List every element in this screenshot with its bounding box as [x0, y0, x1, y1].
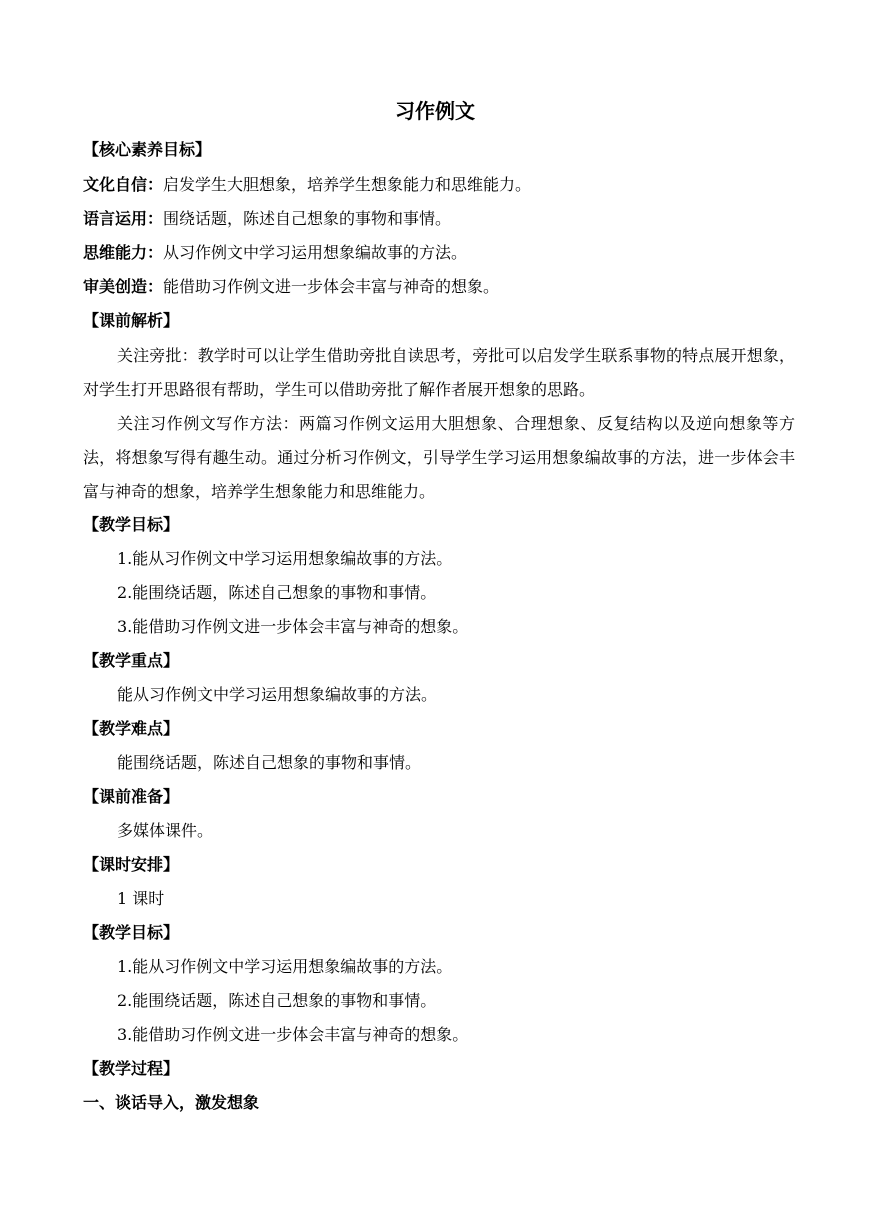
core-goal-item — [83, 243, 793, 263]
section-heading-teaching-goals: 【教学目标】 — [83, 923, 180, 942]
body-text: 1 课时 — [117, 889, 165, 908]
core-goal-text: 能借助习作例文进一步体会丰富与神奇的想象。 — [163, 277, 500, 296]
list-item: 2.能围绕话题，陈述自己想象的事物和事情。 — [117, 991, 437, 1010]
list-item: 2.能围绕话题，陈述自己想象的事物和事情。 — [117, 583, 437, 602]
section-heading-process: 【教学过程】 — [83, 1059, 180, 1078]
section-heading-schedule: 【课时安排】 — [83, 855, 180, 874]
section-heading-analysis: 【课前解析】 — [83, 311, 180, 330]
core-goal-label: 审美创造： — [83, 277, 164, 296]
section-heading-teaching-goals: 【教学目标】 — [83, 515, 180, 534]
list-item: 1.能从习作例文中学习运用想象编故事的方法。 — [117, 957, 453, 976]
list-item: 1.能从习作例文中学习运用想象编故事的方法。 — [117, 549, 453, 568]
core-goal-item — [83, 209, 793, 229]
body-text: 能围绕话题，陈述自己想象的事物和事情。 — [117, 753, 422, 772]
core-goal-item — [83, 175, 793, 195]
analysis-paragraph: 关注习作例文写作方法：两篇习作例文运用大胆想象、合理想象、反复结构以及逆向想象等方法，将想象写得有趣生动。通过分析习作例文，引导学生学习运用想象编故事的方法，进一步体会丰富与神奇的想象，培养学生想象能力和思维能力。 — [83, 414, 795, 501]
body-text: 多媒体课件。 — [117, 821, 214, 840]
analysis-paragraph: 关注旁批：教学时可以让学生借助旁批自读思考，旁批可以启发学生联系事物的特点展开想象，对学生打开思路很有帮助，学生可以借助旁批了解作者展开想象的思路。 — [83, 346, 795, 399]
core-goal-label: 思维能力： — [83, 243, 164, 262]
section-heading-difficulty: 【教学难点】 — [83, 719, 180, 738]
core-goal-label: 语言运用： — [83, 209, 164, 228]
core-goal-text: 围绕话题，陈述自己想象的事物和事情。 — [163, 209, 452, 228]
section-heading-preparation: 【课前准备】 — [83, 787, 180, 806]
body-text: 能从习作例文中学习运用想象编故事的方法。 — [117, 685, 438, 704]
core-goal-item — [83, 277, 793, 297]
list-item: 3.能借助习作例文进一步体会丰富与神奇的想象。 — [117, 617, 469, 636]
document-title: 习作例文 — [395, 99, 475, 123]
core-goal-label: 文化自信： — [83, 175, 164, 194]
subsection-heading: 一、谈话导入，激发想象 — [83, 1093, 260, 1112]
core-goal-text: 从习作例文中学习运用想象编故事的方法。 — [163, 243, 468, 262]
section-heading-key-point: 【教学重点】 — [83, 651, 180, 670]
section-heading-core-goals: 【核心素养目标】 — [83, 140, 212, 159]
list-item: 3.能借助习作例文进一步体会丰富与神奇的想象。 — [117, 1025, 469, 1044]
core-goal-text: 启发学生大胆想象，培养学生想象能力和思维能力。 — [163, 175, 532, 194]
